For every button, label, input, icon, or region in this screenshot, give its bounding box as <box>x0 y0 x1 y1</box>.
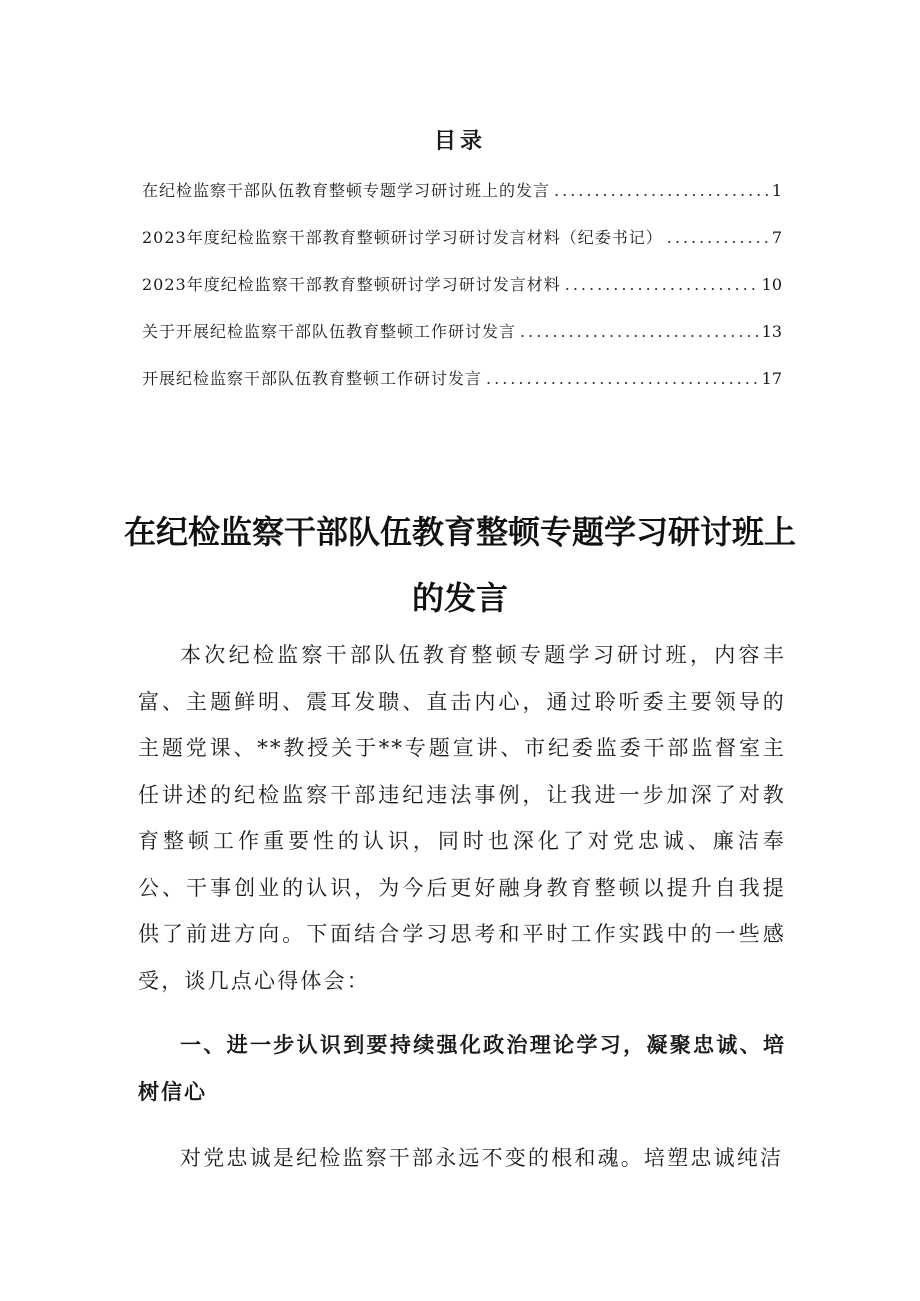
toc-entry[interactable] <box>142 225 782 272</box>
toc-leader-dots <box>486 369 758 388</box>
body-paragraph: 对党忠诚是纪检监察干部永远不变的根和魂。培塑忠诚纯洁 <box>180 1146 784 1170</box>
table-of-contents <box>142 178 782 413</box>
toc-leader-dots <box>520 322 758 341</box>
toc-entry-page: 7 <box>771 228 782 247</box>
toc-leader-dots <box>554 181 768 200</box>
toc-entry-text: 开展纪检监察干部队伍教育整顿工作研讨发言 <box>142 369 483 388</box>
toc-leader-dots <box>565 275 758 294</box>
toc-entry-text: 2023年度纪检监察干部教育整顿研讨学习研讨发言材料 <box>142 275 561 294</box>
toc-entry-text: 在纪检监察干部队伍教育整顿专题学习研讨班上的发言 <box>142 181 551 200</box>
document-body <box>138 632 786 1182</box>
toc-entry[interactable] <box>142 366 782 413</box>
toc-entry-page: 17 <box>761 369 782 388</box>
toc-entry[interactable] <box>142 178 782 225</box>
toc-entry-page: 10 <box>761 275 782 294</box>
toc-entry[interactable] <box>142 319 782 366</box>
toc-entry-text: 关于开展纪检监察干部队伍教育整顿工作研讨发言 <box>142 322 517 341</box>
body-paragraph: 本次纪检监察干部队伍教育整顿专题学习研讨班，内容丰富、主题鲜明、震耳发聩、直击内心，通过聆听委主要领导的主题党课、**教授关于**专题宣讲、市纪委监委干部监督室主任讲述的纪检监察干部违纪违法事例，让我进一步加深了对教育整顿工作重要性的认识，同时也深化了对党忠诚、廉洁奉公、干事创业的认识，为今后更好融身教育整顿以提升自我提供了前进方向。下面结合学习思考和平时工作实践中的一些感受，谈几点心得体会： <box>138 643 786 993</box>
toc-title: 目录 <box>433 129 486 154</box>
document-title: 在纪检监察干部队伍教育整顿专题学习研讨班上的发言 <box>123 513 796 618</box>
toc-entry[interactable] <box>142 272 782 319</box>
toc-leader-dots <box>667 228 768 247</box>
toc-entry-text: 2023年度纪检监察干部教育整顿研讨学习研讨发言材料（纪委书记） <box>142 228 663 247</box>
toc-entry-page: 13 <box>761 322 782 341</box>
toc-entry-page: 1 <box>771 181 782 200</box>
section-heading: 一、进一步认识到要持续强化政治理论学习，凝聚忠诚、培树信心 <box>138 1033 786 1104</box>
